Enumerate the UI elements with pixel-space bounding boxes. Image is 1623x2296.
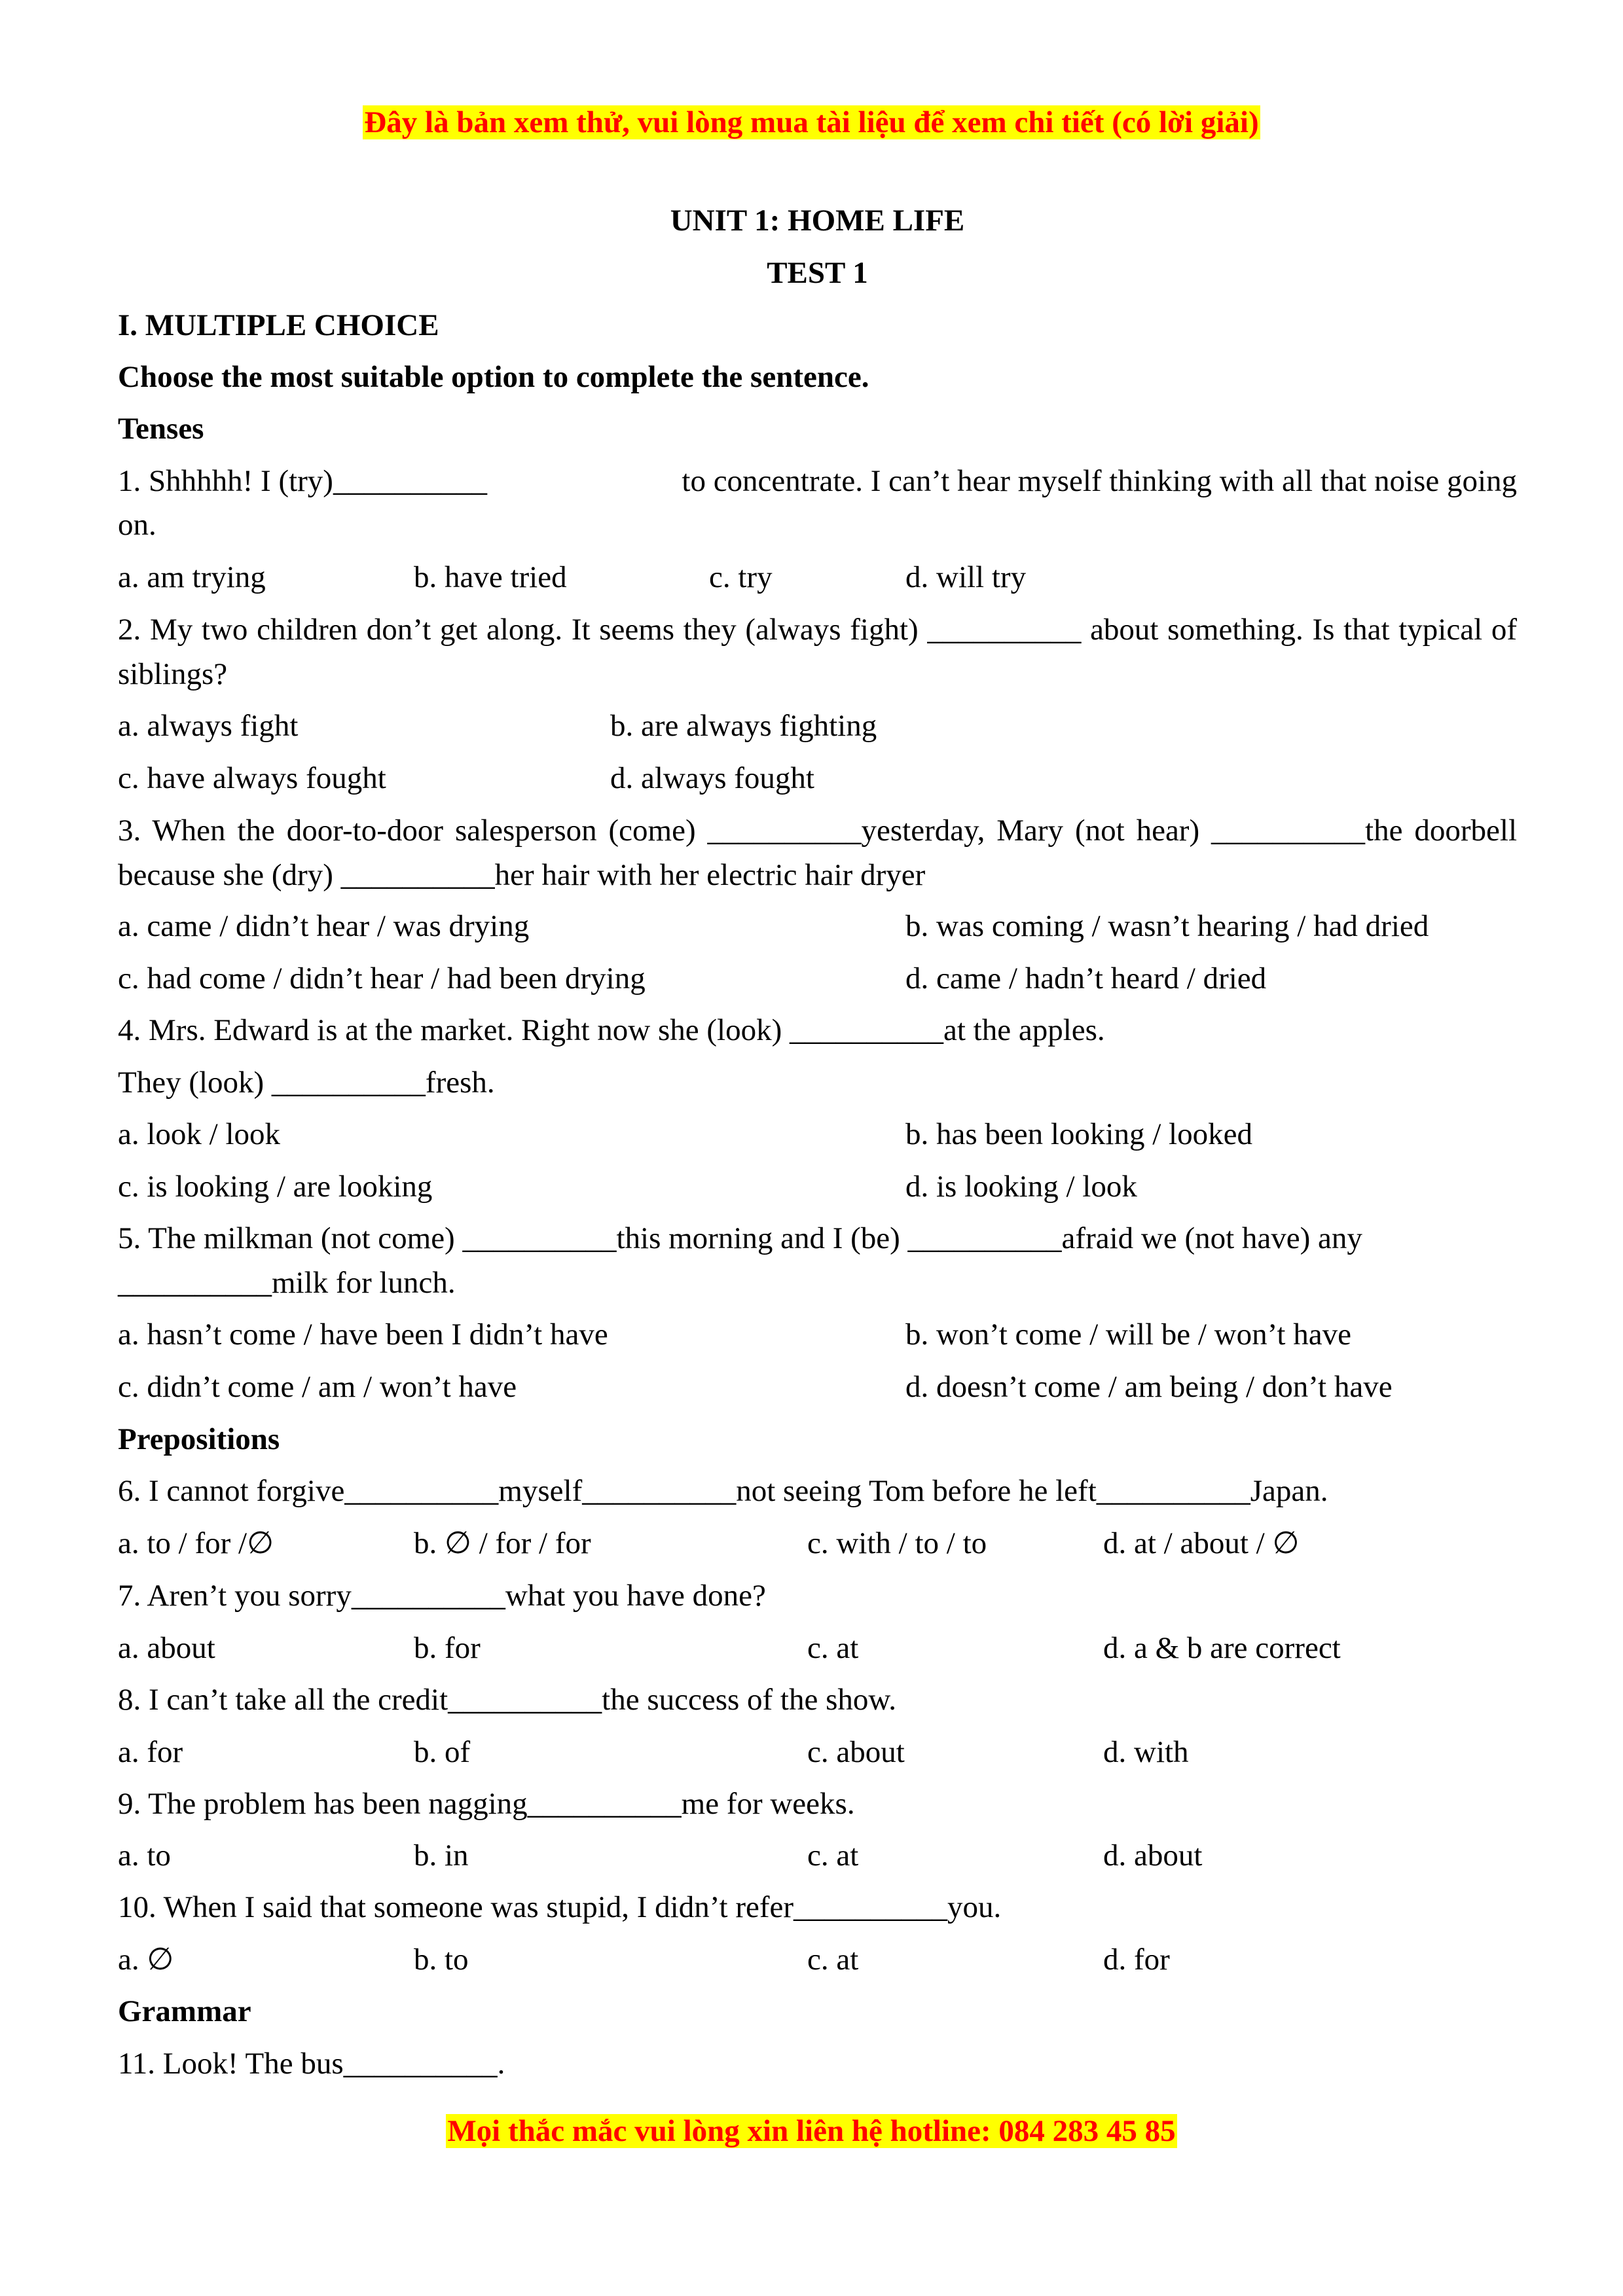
question-6-option-a[interactable]: a. to / for /∅: [118, 1526, 274, 1560]
question-5-option-d[interactable]: d. doesn’t come / am being / don’t have: [905, 1370, 1393, 1404]
question-8-option-c[interactable]: c. about: [807, 1735, 905, 1769]
instruction: Choose the most suitable option to complete the sentence.: [118, 360, 869, 394]
question-3-option-b[interactable]: b. was coming / wasn’t hearing / had dried: [905, 909, 1429, 943]
question-7-text: 7. Aren’t you sorry__________what you have done?: [118, 1579, 766, 1613]
test-title: TEST 1: [767, 256, 868, 290]
question-10-text: 10. When I said that someone was stupid, I didn’t refer__________you.: [118, 1890, 1002, 1924]
question-3-option-a[interactable]: a. came / didn’t hear / was drying: [118, 909, 530, 943]
question-2-option-d[interactable]: d. always fought: [610, 761, 814, 795]
group-heading-grammar: Grammar: [118, 1994, 251, 2028]
question-2-text: 2. My two children don’t get along. It seems they (always fight) __________ about something. Is that typical of siblings?: [118, 613, 1517, 691]
question-11-text: 11. Look! The bus__________.: [118, 2047, 505, 2081]
question-10-option-a[interactable]: a. ∅: [118, 1943, 174, 1977]
question-5-option-b[interactable]: b. won’t come / will be / won’t have: [905, 1318, 1351, 1352]
question-4-option-b[interactable]: b. has been looking / looked: [905, 1117, 1252, 1151]
question-7-option-a[interactable]: a. about: [118, 1631, 215, 1665]
question-4-option-a[interactable]: a. look / look: [118, 1117, 281, 1151]
question-8-option-d[interactable]: d. with: [1103, 1735, 1189, 1769]
question-9-option-b[interactable]: b. in: [414, 1839, 469, 1873]
question-10-option-d[interactable]: d. for: [1103, 1943, 1170, 1977]
header-notice-text: Đây là bản xem thử, vui lòng mua tài liệu để xem chi tiết (có lời giải): [364, 105, 1259, 139]
question-4-option-d[interactable]: d. is looking / look: [905, 1170, 1137, 1204]
question-7-option-b[interactable]: b. for: [414, 1631, 481, 1665]
question-2-option-c[interactable]: c. have always fought: [118, 761, 386, 795]
question-6-text: 6. I cannot forgive__________myself__________not seeing Tom before he left__________Japan.: [118, 1474, 1328, 1508]
question-2-option-b[interactable]: b. are always fighting: [610, 709, 877, 743]
question-5-option-c[interactable]: c. didn’t come / am / won’t have: [118, 1370, 517, 1404]
question-4-line2: They (look) __________fresh.: [118, 1066, 495, 1100]
question-1-stem-cont: to concentrate. I can’t hear myself thinking with all that noise going: [682, 464, 1517, 498]
question-9-text: 9. The problem has been nagging__________me for weeks.: [118, 1787, 855, 1821]
question-6-option-c[interactable]: c. with / to / to: [807, 1526, 987, 1560]
section-title: I. MULTIPLE CHOICE: [118, 308, 439, 342]
question-3-text: 3. When the door-to-door salesperson (come) __________yesterday, Mary (not hear) __________the doorbell because she (dry) __________her hair with her electric hair dryer: [118, 814, 1517, 892]
question-3-option-c[interactable]: c. had come / didn’t hear / had been drying: [118, 961, 646, 996]
question-9-option-c[interactable]: c. at: [807, 1839, 859, 1873]
group-heading-prepositions: Prepositions: [118, 1422, 280, 1456]
question-9-option-d[interactable]: d. about: [1103, 1839, 1203, 1873]
header-notice: [0, 105, 1623, 140]
question-8-option-a[interactable]: a. for: [118, 1735, 183, 1769]
question-5-line2: __________milk for lunch.: [118, 1266, 456, 1300]
question-1-option-c[interactable]: c. try: [709, 560, 773, 594]
question-1-line1: [118, 459, 1517, 503]
question-1-line2: on.: [118, 508, 156, 542]
footer-notice-text: Mọi thắc mắc vui lòng xin liên hệ hotline: 084 283 45 85: [447, 2114, 1176, 2148]
question-2-option-a[interactable]: a. always fight: [118, 709, 299, 743]
question-4-option-c[interactable]: c. is looking / are looking: [118, 1170, 433, 1204]
question-1-option-b[interactable]: b. have tried: [414, 560, 567, 594]
question-3-option-d[interactable]: d. came / hadn’t heard / dried: [905, 961, 1267, 996]
question-9-option-a[interactable]: a. to: [118, 1839, 171, 1873]
question-6-option-b[interactable]: b. ∅ / for / for: [414, 1526, 591, 1560]
question-4-line1: 4. Mrs. Edward is at the market. Right now she (look) __________at the apples.: [118, 1013, 1105, 1047]
group-heading-tenses: Tenses: [118, 412, 204, 446]
question-5-line1: 5. The milkman (not come) __________this morning and I (be) __________afraid we (not have) any: [118, 1221, 1362, 1255]
question-8-option-b[interactable]: b. of: [414, 1735, 471, 1769]
question-8-text: 8. I can’t take all the credit__________the success of the show.: [118, 1683, 897, 1717]
question-10-option-b[interactable]: b. to: [414, 1943, 469, 1977]
unit-title: UNIT 1: HOME LIFE: [670, 204, 965, 238]
question-5-option-a[interactable]: a. hasn’t come / have been I didn’t have: [118, 1318, 608, 1352]
question-10-option-c[interactable]: c. at: [807, 1943, 859, 1977]
question-1-option-d[interactable]: d. will try: [905, 560, 1027, 594]
question-6-option-d[interactable]: d. at / about / ∅: [1103, 1526, 1300, 1560]
question-7-option-d[interactable]: d. a & b are correct: [1103, 1631, 1341, 1665]
question-7-option-c[interactable]: c. at: [807, 1631, 859, 1665]
footer-notice: [0, 2113, 1623, 2149]
question-1-stem: 1. Shhhhh! I (try)__________: [118, 464, 487, 498]
question-1-option-a[interactable]: a. am trying: [118, 560, 266, 594]
